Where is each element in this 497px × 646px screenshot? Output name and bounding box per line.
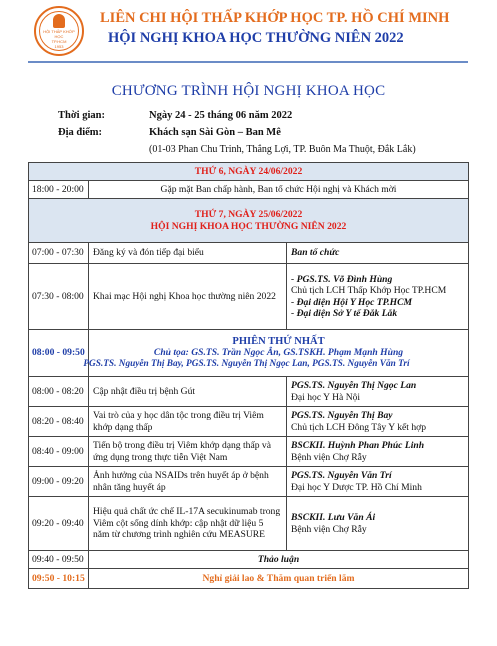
session-title: PHIÊN THỨ NHẤT: [232, 335, 325, 347]
opening-speaker-3: - Đại diện Sở Y tế Đắk Lắk: [291, 308, 398, 319]
logo-text-top: HỘI THẤP KHỚP HỌC: [43, 28, 75, 39]
table-row: [29, 377, 469, 407]
row-time: 09:00 - 09:20: [29, 467, 89, 497]
row-speaker: [287, 497, 469, 551]
session-time: 08:00 - 09:50: [29, 330, 89, 377]
table-row: [29, 407, 469, 437]
logo-figure-icon: [53, 14, 65, 28]
opening-speaker-2: - Đại diện Hội Y Học TP.HCM: [291, 296, 413, 308]
speaker-name: PGS.TS. Nguyễn Văn Trí: [291, 470, 392, 481]
day2-band-title: HỘI NGHỊ KHOA HỌC THƯỜNG NIÊN 2022: [150, 220, 347, 232]
speaker-name: BSCKII. Huỳnh Phan Phúc Linh: [291, 440, 425, 451]
time-value: Ngày 24 - 25 tháng 06 năm 2022: [149, 110, 293, 121]
logo-emblem: [39, 11, 79, 51]
speaker-affiliation: Đại học Y Hà Nội: [291, 391, 361, 403]
row-time: 18:00 - 20:00: [29, 181, 89, 199]
row-activity: Gặp mặt Ban chấp hành, Ban tổ chức Hội nghị và Khách mời: [89, 181, 469, 199]
row-time: 09:50 - 10:15: [29, 569, 89, 589]
conference-name: HỘI NGHỊ KHOA HỌC THƯỜNG NIÊN 2022: [108, 30, 404, 46]
row-topic: Cập nhật điều trị bệnh Gút: [89, 377, 287, 407]
day1-band: THỨ 6, NGÀY 24/06/2022: [29, 163, 469, 181]
row-time: 09:20 - 09:40: [29, 497, 89, 551]
logo-year: 1953: [54, 43, 64, 49]
row-topic: Tiến bộ trong điều trị Viêm khớp dạng thấp và ứng dụng trong thực tiễn Việt Nam: [89, 437, 287, 467]
row-speaker: [287, 407, 469, 437]
table-row: [29, 264, 469, 330]
speaker-name: BSCKII. Lưu Văn Ái: [291, 512, 376, 523]
row-speaker: [287, 467, 469, 497]
table-row: [29, 551, 469, 569]
place-address: (01-03 Phan Chu Trinh, Thắng Lợi, TP. Buôn Ma Thuột, Đắk Lắk): [149, 144, 416, 155]
row-time: 07:30 - 08:00: [29, 264, 89, 330]
row-time: 09:40 - 09:50: [29, 551, 89, 569]
association-logo: [34, 6, 84, 56]
table-row: [29, 243, 469, 264]
speaker-affiliation: Đại học Y Dược TP. Hồ Chí Minh: [291, 481, 422, 493]
row-time: 08:20 - 08:40: [29, 407, 89, 437]
schedule-table: [28, 162, 469, 589]
speaker-affiliation: Chủ tịch LCH Đông Tây Y kết hợp: [291, 421, 427, 433]
row-speaker: [287, 437, 469, 467]
row-activity: Khai mạc Hội nghị Khoa học thường niên 2022: [89, 264, 287, 330]
program-title: CHƯƠNG TRÌNH HỘI NGHỊ KHOA HỌC: [111, 83, 386, 99]
table-row: [29, 437, 469, 467]
logo-text-bottom: TP.HCM: [51, 38, 67, 44]
place-value: Khách sạn Sài Gòn – Ban Mê: [149, 127, 281, 138]
table-row: [29, 569, 469, 589]
table-row: [29, 497, 469, 551]
row-host: Ban tổ chức: [287, 243, 469, 264]
row-topic: Ảnh hưởng của NSAIDs trên huyết áp ở bệnh nhân tăng huyết áp: [89, 467, 287, 497]
day2-band: [29, 199, 469, 243]
opening-speaker-1-role: Chủ tịch LCH Thấp Khớp Học TP.HCM: [291, 285, 447, 296]
header: [0, 0, 497, 62]
speaker-affiliation: Bệnh viện Chợ Rẫy: [291, 451, 367, 463]
speaker-name: PGS.TS. Nguyễn Thị Bay: [291, 410, 393, 421]
row-time: 08:00 - 08:20: [29, 377, 89, 407]
day2-band-date: THỨ 7, NGÀY 25/06/2022: [194, 209, 303, 220]
session-row: [29, 330, 469, 377]
row-topic: Hiệu quả chất ức chế IL-17A secukinumab trong Viêm cột sống dính khớp: cập nhật dữ liệu 5 năm từ chương trình nghiên cứu MEASURE: [89, 497, 287, 551]
organization-name: LIÊN CHI HỘI THẤP KHỚP HỌC TP. HỒ CHÍ MINH: [100, 10, 450, 26]
break-label: Nghỉ giải lao & Thăm quan triển lãm: [89, 569, 469, 589]
speaker-name: PGS.TS. Nguyễn Thị Ngọc Lan: [291, 380, 417, 391]
place-label: Địa điểm:: [58, 127, 103, 138]
time-label: Thời gian:: [58, 110, 105, 121]
session-chairs-line1: Chủ tọa: GS.TS. Trần Ngọc Ân, GS.TSKH. Phạm Mạnh Hùng: [153, 347, 404, 359]
row-speaker: [287, 377, 469, 407]
discussion-label: Thảo luận: [89, 551, 469, 569]
session-chairs-line2: PGS.TS. Nguyễn Thị Bay, PGS.TS. Nguyễn Thị Ngọc Lan, PGS.TS. Nguyễn Văn Trí: [83, 358, 410, 369]
opening-speaker-1: - PGS.TS. Võ Đình Hùng: [291, 273, 393, 285]
row-activity: Đăng ký và đón tiếp đại biểu: [89, 243, 287, 264]
row-time: 07:00 - 07:30: [29, 243, 89, 264]
table-row: [29, 467, 469, 497]
row-speakers: [287, 264, 469, 330]
session-info: [83, 330, 469, 377]
row-topic: Vai trò của y học dân tộc trong điều trị Viêm khớp dạng thấp: [89, 407, 287, 437]
speaker-affiliation: Bệnh viện Chợ Rẫy: [291, 523, 367, 535]
table-row: [29, 181, 469, 199]
header-divider: [28, 61, 468, 63]
row-time: 08:40 - 09:00: [29, 437, 89, 467]
